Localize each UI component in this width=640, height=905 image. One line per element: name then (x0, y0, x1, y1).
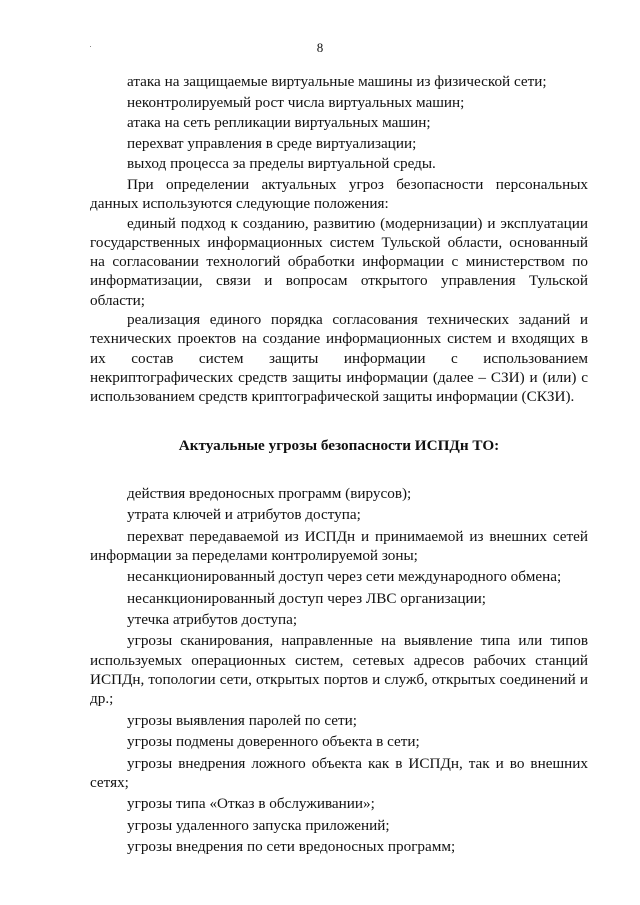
list-item: угрозы внедрения по сети вредоносных программ; (127, 838, 456, 855)
paragraph: При определении актуальных угроз безопасности персональных данных используются следующие положения: (90, 175, 588, 213)
list-item: несанкционированный доступ через сети международного обмена; (127, 568, 562, 586)
list-item: угрозы удаленного запуска приложений; (127, 816, 390, 834)
actual-threats-list (90, 484, 588, 856)
scan-speck (90, 46, 91, 47)
paragraph: реализация единого порядка согласования технических заданий и технических проектов на создание информационных систем и входящих в их состав систем защиты информации с использованием некриптографических средств защиты информации (далее – СЗИ) и (или) с использованием средств криптографической защиты информации (СКЗИ). (90, 311, 588, 406)
list-item: выход процесса за пределы виртуальной среды. (127, 155, 436, 173)
list-item: угрозы сканирования, направленные на выявление типа или типов используемых операционных систем, сетевых адресов рабочих станций ИСПДн, топологии сети, открытых портов и служб, открытых соединений и др.; (90, 632, 588, 708)
list-item: атака на защищаемые виртуальные машины из физической сети; (127, 73, 547, 90)
list-item: угрозы выявления паролей по сети; (127, 711, 357, 729)
list-item: атака на сеть репликации виртуальных машин; (127, 114, 431, 132)
list-item: утечка атрибутов доступа; (127, 611, 298, 629)
list-item: угрозы подмены доверенного объекта в сети; (127, 733, 420, 751)
list-item: несанкционированный доступ через ЛВС организации; (127, 589, 487, 607)
page-number: 8 (316, 40, 324, 55)
paragraph: единый подход к созданию, развитию (модернизации) и эксплуатации государственных информационных систем Тульской области, основанный на согласовании технологий обработки информации с министерством по информатизации, связи и вопросам открытого управления Тульской области; (90, 214, 588, 309)
list-item: угрозы типа «Отказ в обслуживании»; (127, 795, 375, 813)
virtualization-threat-list (90, 72, 588, 174)
list-item: неконтролируемый рост числа виртуальных машин; (127, 93, 465, 111)
list-item: перехват управления в среде виртуализации; (127, 134, 417, 152)
list-item: угрозы внедрения ложного объекта как в ИСПДн, так и во внешних сетях; (90, 754, 588, 791)
document-body (90, 72, 588, 858)
section-heading: Актуальные угрозы безопасности ИСПДн ТО: (178, 436, 500, 454)
list-item: действия вредоносных программ (вирусов); (127, 484, 412, 502)
list-item: перехват передаваемой из ИСПДн и принимаемой из внешних сетей информации за переделами контролируемой зоны; (90, 527, 588, 564)
list-item: утрата ключей и атрибутов доступа; (127, 506, 361, 524)
